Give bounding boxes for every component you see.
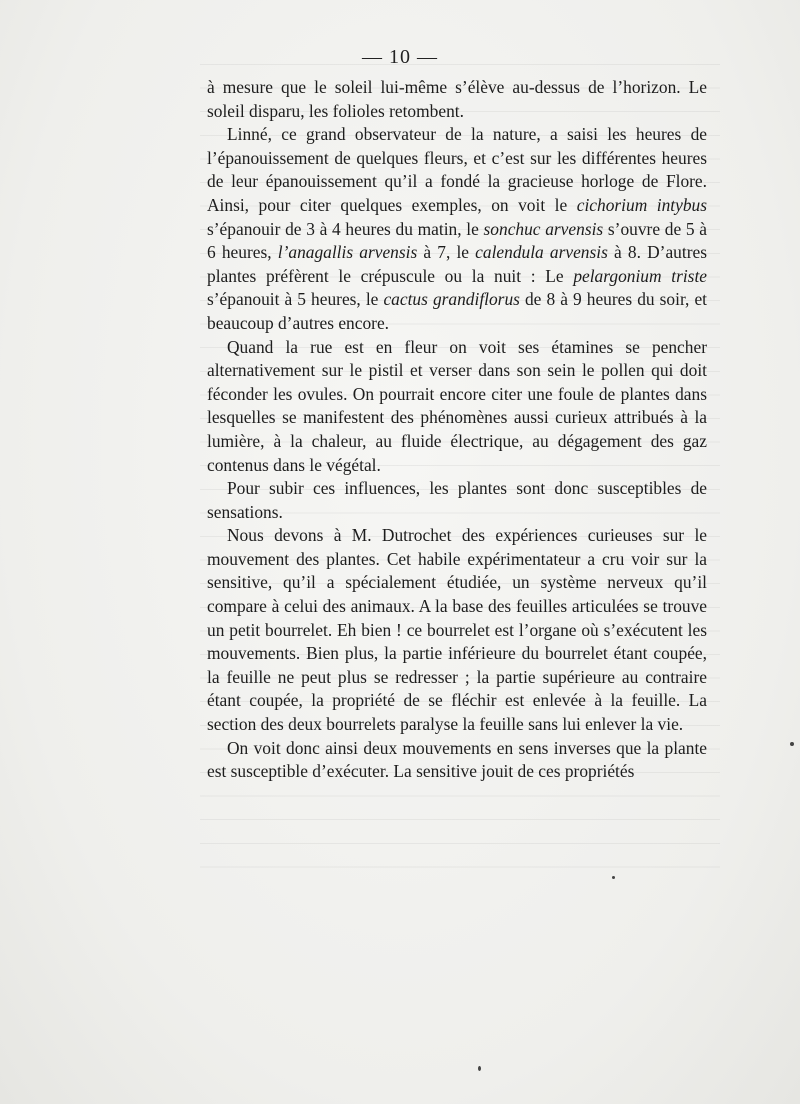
text-run: à 8. D’autres plantes préfèrent le crépuscule ou la nuit : Le (207, 242, 707, 286)
text-run: à 7, le (417, 242, 476, 263)
paragraph (207, 336, 707, 478)
text-run: On voit donc ainsi deux mouvements en sens inverses que la plante est susceptible d’exécuter. La sensitive jouit de ces propriétés (207, 737, 707, 782)
italic-term: pelargonium triste (573, 265, 707, 286)
body-text (207, 76, 707, 784)
text-run: Nous devons à M. Dutrochet des expériences curieuses sur le mouvement des plantes. Cet habile expérimentateur a cru voir sur la sensitive, qu’il a spécialement étudiée, un système nerveux qu’il compare à celui des animaux. A la base des feuilles articulées se trouve un petit bourrelet. Eh bien ! ce bourrelet est l’organe où s’exécutent les mouvements. Bien plus, la partie inférieure du bourrelet étant coupée, la feuille ne peut plus se redresser ; la partie supérieure au contraire étant coupée, la propriété de se fléchir est enlevée à la feuille. La section des deux bourrelets paralyse la feuille sans lui enlever la vie. (207, 525, 707, 735)
text-run: s’épanouir de 3 à 4 heures du matin, le (207, 218, 484, 239)
paragraph (207, 76, 707, 123)
paragraph (207, 524, 707, 736)
italic-term: l’anagallis arvensis (277, 242, 418, 263)
ink-speck (478, 1066, 481, 1071)
text-run: Linné, ce grand observateur de la nature, a saisi les heures de l’épanouissement de quelques fleurs, et c’est sur les différentes heures de leur épanouissement qu’il a fondé la gracieuse horloge de Flore. Ainsi, pour citer quelques exemples, on voit le (207, 124, 707, 215)
italic-term: calendula arvensis (475, 242, 608, 263)
paragraph (207, 477, 707, 524)
paragraph (207, 123, 707, 335)
italic-term: sonchuc arvensis (483, 218, 604, 239)
text-run: à mesure que le soleil lui-même s’élève au-dessus de l’horizon. Le soleil disparu, les folioles retombent. (207, 77, 707, 121)
page-number: — 10 — (362, 46, 438, 68)
ink-speck (790, 742, 794, 746)
text-run: Quand la rue est en fleur on voit ses étamines se pencher alternativement sur le pistil et verser dans son sein le pollen qui doit féconder les ovules. On pourrait encore citer une foule de plantes dans lesquelles se manifestent des phénomènes aussi curieux attribués à la lumière, à la chaleur, au fluide électrique, au dégagement des gaz contenus dans le végétal. (207, 336, 707, 475)
text-run: s’ouvre de 5 à 6 heures, (207, 218, 707, 263)
ink-speck (612, 876, 615, 879)
text-run: Pour subir ces influences, les plantes sont donc susceptibles de sensations. (207, 478, 707, 522)
paragraph (207, 737, 707, 784)
text-run: de 8 à 9 heures du soir, et beaucoup d’autres encore. (207, 289, 707, 333)
italic-term: cactus grandiflorus (383, 289, 520, 310)
text-run: s’épanouit à 5 heures, le (207, 289, 384, 310)
italic-term: cichorium intybus (576, 194, 707, 215)
